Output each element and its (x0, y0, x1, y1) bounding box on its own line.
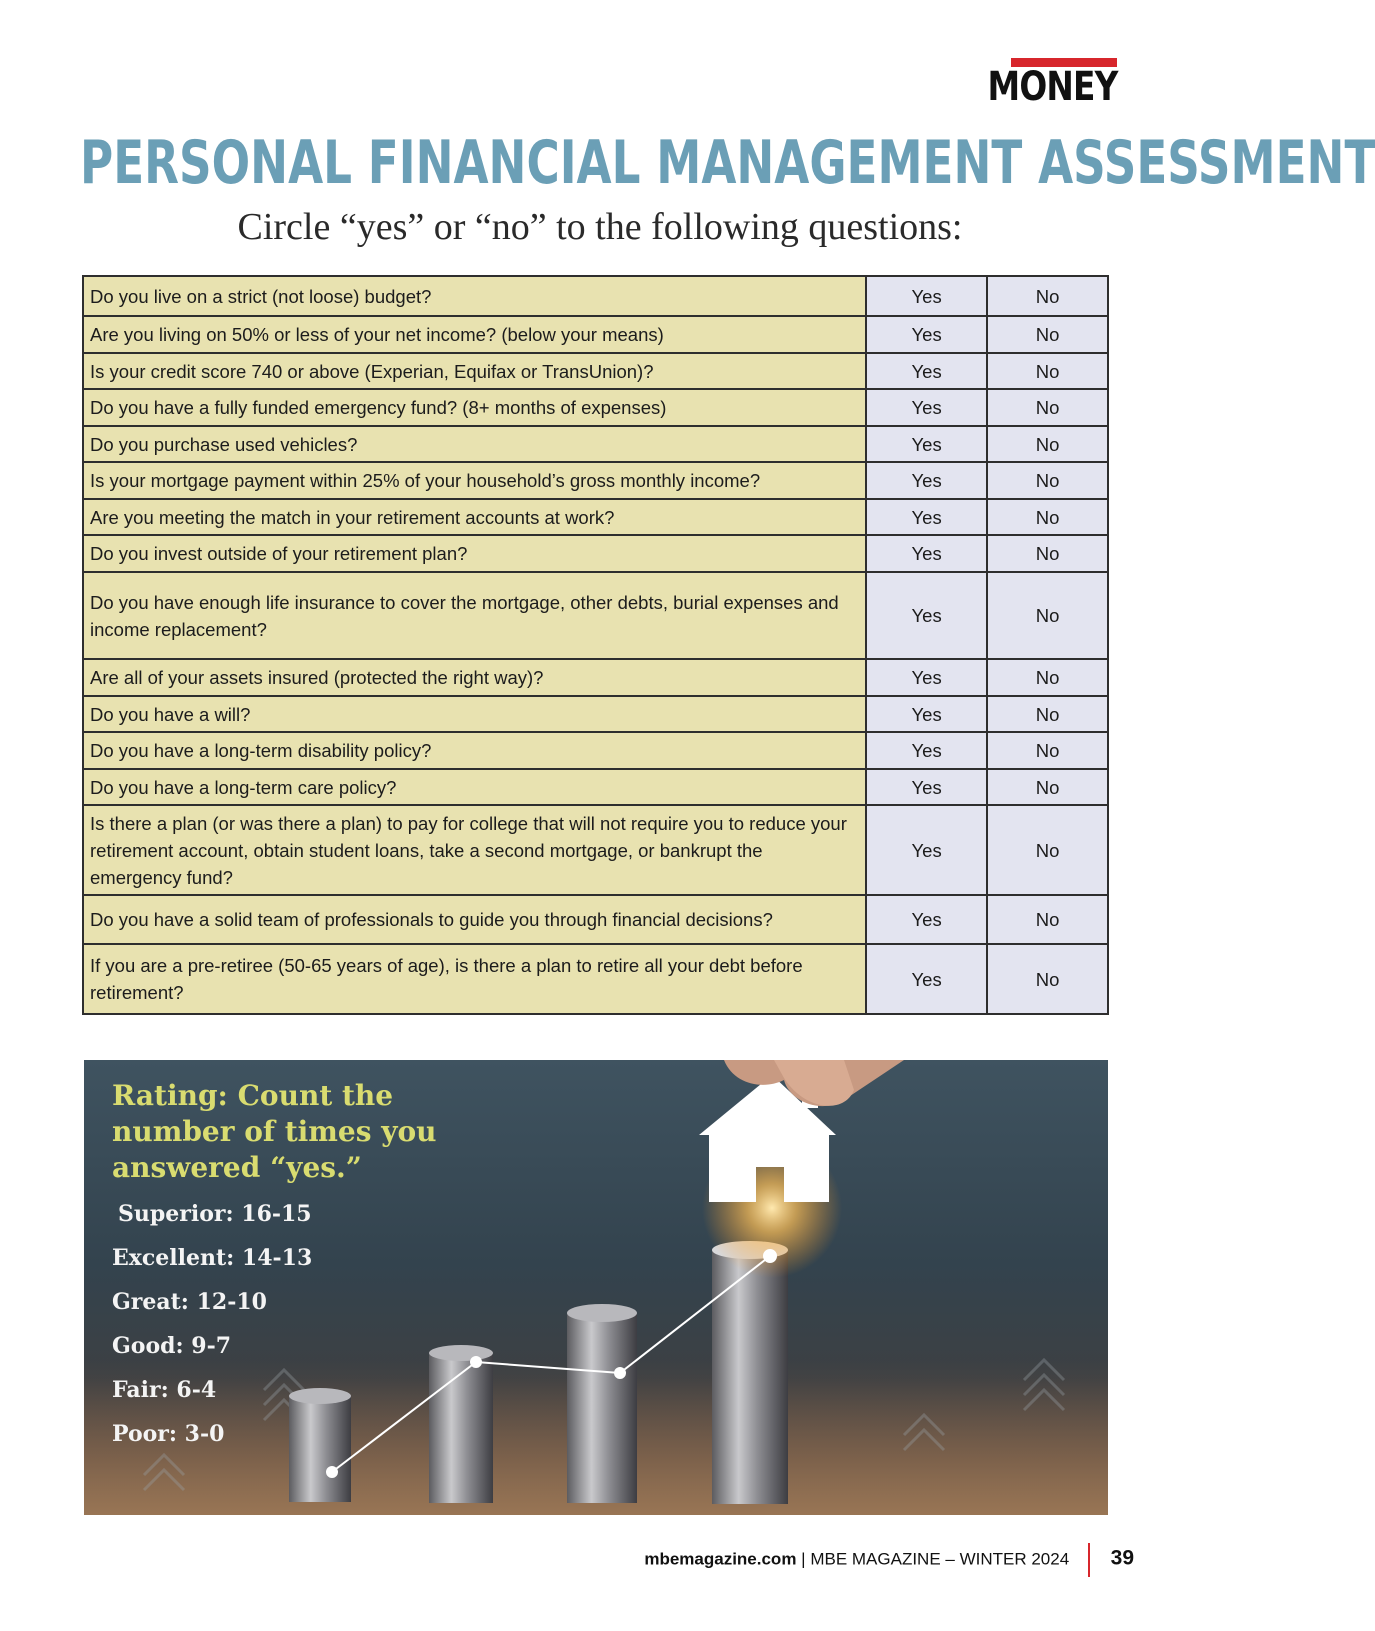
yes-option[interactable]: Yes (866, 276, 987, 316)
question-row (83, 353, 1108, 389)
yes-option[interactable]: Yes (866, 426, 987, 462)
yes-option[interactable]: Yes (866, 499, 987, 535)
no-option[interactable]: No (987, 462, 1108, 499)
yes-option[interactable]: Yes (866, 462, 987, 499)
question-text: Do you have enough life insurance to cover the mortgage, other debts, burial expenses and income replacement? (83, 572, 866, 659)
no-option[interactable]: No (987, 944, 1108, 1014)
no-option[interactable]: No (987, 732, 1108, 769)
question-text: Do you purchase used vehicles? (83, 426, 866, 462)
question-row (83, 389, 1108, 426)
yes-option[interactable]: Yes (866, 696, 987, 732)
section-label: MONEY (987, 64, 1118, 110)
question-row (83, 316, 1108, 353)
question-row (83, 769, 1108, 805)
no-option[interactable]: No (987, 769, 1108, 805)
rating-tier: Poor: 3-0 (112, 1421, 225, 1447)
rating-tier: Great: 12-10 (112, 1289, 267, 1315)
question-text: Do you have a long-term disability policy? (83, 732, 866, 769)
rating-panel (84, 1060, 1108, 1515)
assessment-table (82, 275, 1109, 1015)
question-text: Are you meeting the match in your retirement accounts at work? (83, 499, 866, 535)
no-option[interactable]: No (987, 535, 1108, 572)
yes-option[interactable]: Yes (866, 944, 987, 1014)
yes-option[interactable]: Yes (866, 389, 987, 426)
yes-option[interactable]: Yes (866, 895, 987, 944)
page-title: PERSONAL FINANCIAL MANAGEMENT ASSESSMENT (80, 128, 1375, 198)
question-text: Are you living on 50% or less of your net income? (below your means) (83, 316, 866, 353)
no-option[interactable]: No (987, 499, 1108, 535)
no-option[interactable]: No (987, 353, 1108, 389)
question-row (83, 696, 1108, 732)
yes-option[interactable]: Yes (866, 353, 987, 389)
yes-option[interactable]: Yes (866, 732, 987, 769)
question-row (83, 462, 1108, 499)
yes-option[interactable]: Yes (866, 659, 987, 696)
yes-option[interactable]: Yes (866, 572, 987, 659)
rating-tier: Superior: 16-15 (118, 1201, 312, 1227)
no-option[interactable]: No (987, 316, 1108, 353)
rating-heading: Rating: Count the number of times you answered “yes.” (112, 1079, 437, 1184)
footer-issue: MBE MAGAZINE – WINTER 2024 (810, 1549, 1070, 1569)
no-option[interactable]: No (987, 426, 1108, 462)
question-row (83, 732, 1108, 769)
question-text: If you are a pre-retiree (50-65 years of age), is there a plan to retire all your debt before retirement? (83, 944, 866, 1014)
yes-option[interactable]: Yes (866, 535, 987, 572)
footer-separator: | (801, 1549, 806, 1569)
no-option[interactable]: No (987, 805, 1108, 895)
yes-option[interactable]: Yes (866, 769, 987, 805)
question-text: Do you invest outside of your retirement plan? (83, 535, 866, 572)
rating-tier: Good: 9-7 (112, 1333, 232, 1359)
question-row (83, 535, 1108, 572)
question-row (83, 499, 1108, 535)
yes-option[interactable]: Yes (866, 805, 987, 895)
no-option[interactable]: No (987, 696, 1108, 732)
question-text: Do you have a fully funded emergency fund? (8+ months of expenses) (83, 389, 866, 426)
rating-tier-list (112, 1192, 312, 1456)
rating-tier: Fair: 6-4 (112, 1377, 217, 1403)
page-footer (644, 1543, 1134, 1573)
question-text: Do you have a solid team of professionals to guide you through financial decisions? (83, 895, 866, 944)
question-row (83, 805, 1108, 895)
question-text: Do you have a long-term care policy? (83, 769, 866, 805)
no-option[interactable]: No (987, 276, 1108, 316)
question-text: Is there a plan (or was there a plan) to pay for college that will not require you to reduce your retirement account, obtain student loans, take a second mortgage, or bankrupt the emergency fund? (83, 805, 866, 895)
yes-option[interactable]: Yes (866, 316, 987, 353)
question-row (83, 895, 1108, 944)
question-text: Are all of your assets insured (protected the right way)? (83, 659, 866, 696)
question-row (83, 572, 1108, 659)
footer-site: mbemagazine.com (644, 1549, 797, 1569)
question-text: Is your credit score 740 or above (Experian, Equifax or TransUnion)? (83, 353, 866, 389)
no-option[interactable]: No (987, 389, 1108, 426)
rating-tier: Excellent: 14-13 (112, 1245, 313, 1271)
question-row (83, 426, 1108, 462)
no-option[interactable]: No (987, 895, 1108, 944)
question-row (83, 944, 1108, 1014)
no-option[interactable]: No (987, 572, 1108, 659)
page-number-divider (1088, 1543, 1090, 1577)
question-text: Is your mortgage payment within 25% of your household’s gross monthly income? (83, 462, 866, 499)
question-row (83, 276, 1108, 316)
question-text: Do you live on a strict (not loose) budget? (83, 276, 866, 316)
question-row (83, 659, 1108, 696)
page-number: 39 (1110, 1546, 1134, 1570)
question-text: Do you have a will? (83, 696, 866, 732)
no-option[interactable]: No (987, 659, 1108, 696)
page-subtitle: Circle “yes” or “no” to the following questions: (237, 206, 963, 248)
